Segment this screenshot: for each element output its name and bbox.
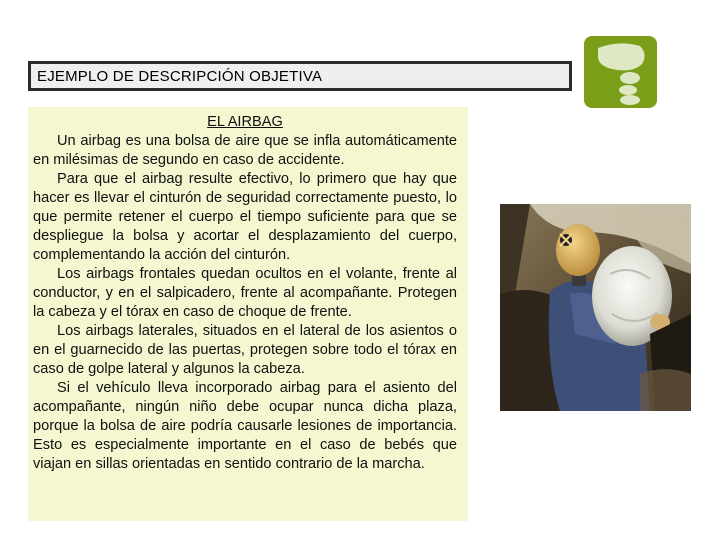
paragraph-definition: Un airbag es una bolsa de aire que se infla automáticamente en milésimas de segundo en caso de accidente.	[33, 133, 457, 168]
thought-bubble-icon-graphic	[584, 36, 657, 108]
paragraph-seatbelt: Para que el airbag resulte efectivo, lo primero que hay que hacer es llevar el cinturón de seguridad correctamente puesto, lo que permite retener el cuerpo el tiempo suficiente para que se despliegue la bolsa y acortar el desplazamiento del cuerpo, complementando la acción del cinturón.	[33, 171, 457, 263]
description-box	[28, 107, 468, 521]
description-text	[33, 113, 457, 474]
paragraph-side-airbags: Los airbags laterales, situados en el lateral de los asientos o en el guarnecido de las puertas, protegen sobre todo el tórax en caso de golpe lateral y algunos la cabeza.	[33, 323, 457, 377]
document-heading: EL AIRBAG	[207, 114, 283, 130]
paragraph-child-safety: Si el vehículo lleva incorporado airbag para el asiento del acompañante, ningún niño debe ocupar nunca dicha plaza, porque la bolsa de aire podría causarle lesiones de importancia. Esto es especialmente importante en el caso de bebés que viajan en sillas orientadas en sentido contrario de la marcha.	[33, 380, 457, 472]
airbag-photo-illustration	[500, 204, 691, 411]
thought-bubble-icon	[584, 36, 657, 108]
crash-test-dummy-airbag-photo	[500, 204, 691, 411]
title-bar-inner	[31, 64, 569, 88]
title-bar	[28, 61, 572, 91]
slide-title: EJEMPLO DE DESCRIPCIÓN OBJETIVA	[37, 68, 323, 85]
paragraph-frontal-airbags: Los airbags frontales quedan ocultos en el volante, frente al conductor, y en el salpicadero, frente al acompañante. Protegen la cabeza y el tórax en caso de choque de frente.	[33, 266, 457, 320]
